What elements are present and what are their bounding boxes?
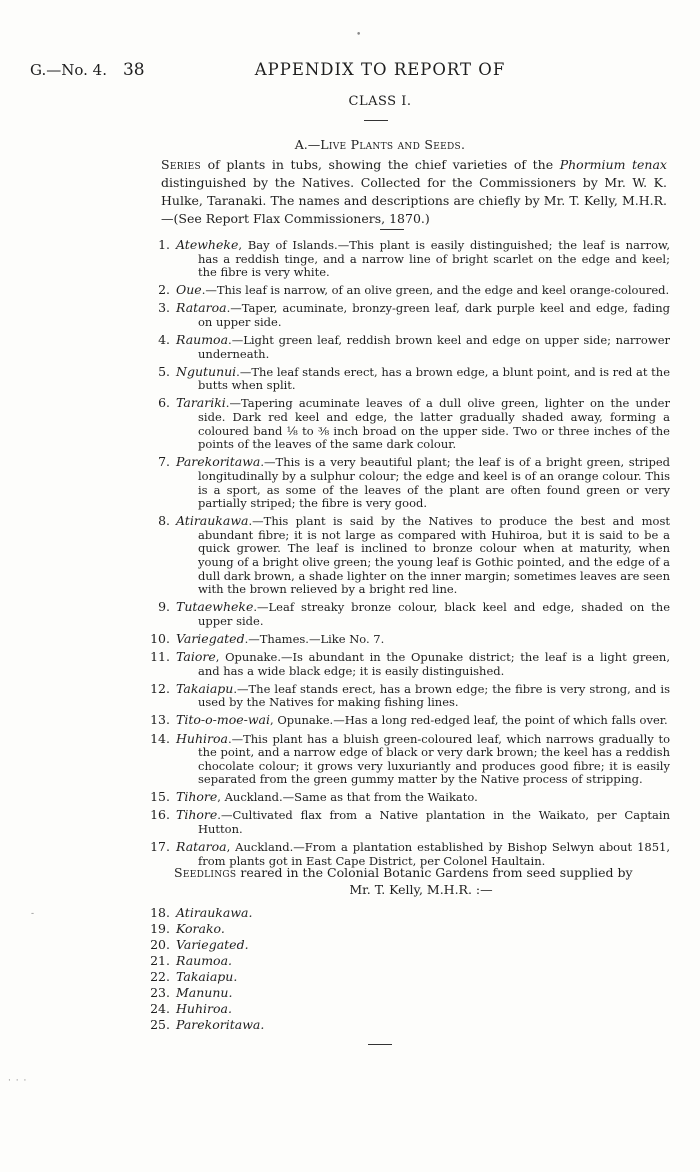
plant-name: Atiraukawa: [176, 513, 249, 529]
plant-description: .—Tapering acuminate leaves of a dull olive green, lighter on the under side. Dark red keel and edge, the latter gradually shaded away, forming a coloured band ⅛ to ⅜ inch broad on the upper side. Two or three inches of the points of the leaves of the same dark colour.: [198, 396, 670, 452]
entry-number: 20.: [150, 937, 170, 952]
seedling-name: Korako.: [176, 921, 225, 936]
plant-name: Tihore: [176, 789, 218, 805]
seedling-entry: [140, 921, 264, 937]
intro-text-a: of plants in tubs, showing the chief varieties of the: [201, 157, 560, 172]
entry-number: 18.: [150, 905, 170, 920]
plant-entry: [140, 333, 670, 361]
seedling-entry: [140, 1017, 264, 1033]
plant-description: , Auckland.—Same as that from the Waikato.: [217, 790, 478, 805]
plant-description: .—This plant has a bluish green-coloured leaf, which narrows gradually to the point, and a narrow edge of black or very dark brown; the keel has a reddish chocolate colour; it grows very luxuriantly and produces good fibre; it is easily separated from the green gummy matter by the Native process of stripping.: [198, 731, 670, 787]
divider: [364, 120, 388, 121]
entry-number: 8.: [158, 513, 170, 529]
seedling-entry: [140, 953, 264, 969]
plant-name: Taiore: [176, 649, 216, 665]
plant-entry: [140, 283, 670, 298]
plant-description: .—Leaf streaky bronze colour, black keel and edge, shaded on the upper side.: [198, 600, 670, 628]
entry-number: 10.: [150, 630, 170, 646]
entry-number: 12.: [150, 680, 170, 696]
scan-mark: •: [356, 30, 362, 40]
seedling-name: Raumoa.: [176, 953, 233, 968]
plant-name: Oue: [176, 282, 202, 298]
entry-number: 7.: [158, 454, 170, 470]
seedlings-text: reared in the Colonial Botanic Gardens from seed supplied by: [236, 865, 633, 880]
entry-number: 25.: [150, 1017, 170, 1032]
entry-number: 3.: [158, 300, 170, 316]
plant-description: .—This is a very beautiful plant; the leaf is of a bright green, striped longitudinally by a sulphur colour; the edge and keel is of an orange colour. This is a sport, as some of the leaves of the plant are often found green or very partially striped; the fibre is very good.: [198, 455, 670, 511]
seedling-entry: [140, 985, 264, 1001]
plant-description: , Bay of Islands.—This plant is easily distinguished; the leaf is narrow, has a reddish tinge, and a narrow line of bright scarlet on the edge and keel; the fibre is very white.: [198, 238, 670, 280]
seedlings-lead: Seedlings: [174, 865, 237, 880]
entry-number: 16.: [150, 807, 170, 823]
plant-entry: [140, 790, 670, 805]
scan-mark: · · ·: [8, 1076, 28, 1086]
plant-description: .—The leaf stands erect, has a brown edge, a blunt point, and is red at the butts when split.: [198, 364, 670, 393]
seedling-entry: [140, 905, 264, 921]
plant-list: [140, 238, 670, 872]
plant-description: .—This leaf is narrow, of an olive green, and the edge and keel orange-coloured.: [201, 283, 670, 298]
plant-entry: [140, 600, 670, 628]
plant-description: , Opunake.—Has a long red-edged leaf, the point of which falls over.: [270, 713, 668, 728]
plant-entry: [140, 632, 670, 647]
class-heading: CLASS I.: [348, 94, 412, 109]
page-number: 38: [122, 60, 145, 80]
plant-description: , Opunake.—Is abundant in the Opunake district; the leaf is a light green, and has a wide black edge; it is easily distinguished.: [198, 650, 670, 678]
entry-number: 2.: [158, 282, 170, 298]
seedling-list: [140, 905, 264, 1033]
plant-name: Tutaewheke: [176, 599, 254, 615]
plant-entry: [140, 650, 670, 678]
seedling-name: Variegated.: [176, 937, 249, 952]
plant-name: Ngutunui: [176, 363, 237, 379]
entry-number: 24.: [150, 1001, 170, 1016]
page-title: APPENDIX TO REPORT OF: [254, 60, 506, 79]
section-title: Live Plants and Seeds.: [320, 137, 466, 152]
seedling-name: Huhiroa.: [176, 1001, 232, 1016]
plant-description: .—Light green leaf, reddish brown keel and edge on upper side; narrower underneath.: [198, 333, 670, 361]
document-number: G.—No. 4.: [30, 61, 107, 79]
plant-entry: [140, 808, 670, 836]
scan-mark: -: [31, 909, 35, 919]
plant-entry: [140, 365, 670, 393]
plant-description: , Auckland.—From a plantation established by Bishop Selwyn about 1851, from plants got in East Cape District, per Colonel Haultain.: [198, 840, 670, 868]
plant-description: .—This plant is said by the Natives to produce the best and most abundant fibre; it is not large as compared with Huhiroa, but it is said to be a quick grower. The leaf is inclined to bronze colour when at maturity, when young of a bright olive green; the young leaf is Gothic pointed, and the edge of a dull dark brown, a shade lighter on the inner margin; sometimes leaves are seen with the brown relieved by a bright red line.: [198, 514, 670, 597]
entry-number: 22.: [150, 969, 170, 984]
plant-name: Takaiapu: [176, 680, 234, 696]
seedling-entry: [140, 1001, 264, 1017]
intro-paragraph: [161, 156, 667, 228]
species-name: Phormium tenax: [559, 157, 667, 172]
divider: [380, 229, 404, 230]
plant-name: Tito-o-moe-wai: [176, 712, 271, 728]
seedling-entry: [140, 937, 264, 953]
entry-number: 14.: [150, 730, 170, 746]
entry-number: 11.: [150, 649, 170, 665]
entry-number: 17.: [150, 839, 170, 855]
seedling-name: Atiraukawa.: [176, 905, 253, 920]
entry-number: 4.: [158, 332, 170, 348]
plant-description: .—The leaf stands erect, has a brown edge; the fibre is very strong, and is used by the Natives for making fishing lines.: [198, 681, 670, 710]
seedling-name: Manunu.: [176, 985, 233, 1000]
plant-entry: [140, 732, 670, 787]
plant-entry: [140, 301, 670, 329]
plant-name: Parekoritawa: [176, 454, 261, 470]
seedlings-supplier: Mr. T. Kelly, M.H.R. :—: [349, 882, 493, 897]
plant-name: Variegated: [176, 630, 245, 646]
seedling-entry: [140, 969, 264, 985]
plant-description: .—Taper, acuminate, bronzy-green leaf, dark purple keel and edge, fading on upper side.: [198, 301, 670, 329]
plant-description: .—Thames.—Like No. 7.: [244, 631, 385, 646]
seedling-name: Takaiapu.: [176, 969, 238, 984]
plant-entry: [140, 238, 670, 280]
seedling-name: Parekoritawa.: [176, 1017, 265, 1032]
section-heading: [0, 137, 700, 152]
plant-name: Tarariki: [176, 395, 226, 411]
plant-entry: [140, 713, 670, 728]
seedlings-heading: [174, 864, 668, 898]
entry-number: 15.: [150, 789, 170, 805]
plant-name: Tihore: [176, 807, 218, 823]
entry-number: 23.: [150, 985, 170, 1000]
plant-name: Rataroa: [176, 300, 227, 316]
entry-number: 9.: [158, 599, 170, 615]
plant-name: Huhiroa: [176, 730, 228, 746]
intro-lead: Series: [161, 157, 201, 172]
plant-name: Rataroa: [176, 839, 227, 855]
entry-number: 19.: [150, 921, 170, 936]
plant-entry: [140, 682, 670, 710]
plant-description: .—Cultivated flax from a Native plantation in the Waikato, per Captain Hutton.: [198, 808, 670, 837]
plant-entry: [140, 396, 670, 451]
plant-entry: [140, 514, 670, 597]
plant-name: Raumoa: [176, 332, 229, 348]
entry-number: 21.: [150, 953, 170, 968]
intro-text-b: distinguished by the Natives. Collected for the Commissioners by Mr. W. K. Hulke, Taranaki. The names and descriptions are chiefly by Mr. T. Kelly, M.H.R.—(See Report Flax Commissioners, 1870.): [161, 175, 667, 226]
entry-number: 13.: [150, 712, 170, 728]
plant-entry: [140, 455, 670, 510]
entry-number: 5.: [158, 363, 170, 379]
entry-number: 1.: [158, 237, 170, 252]
entry-number: 6.: [158, 395, 170, 411]
section-prefix: A.—: [294, 137, 321, 152]
plant-name: Atewheke: [176, 237, 239, 252]
divider: [368, 1044, 392, 1045]
